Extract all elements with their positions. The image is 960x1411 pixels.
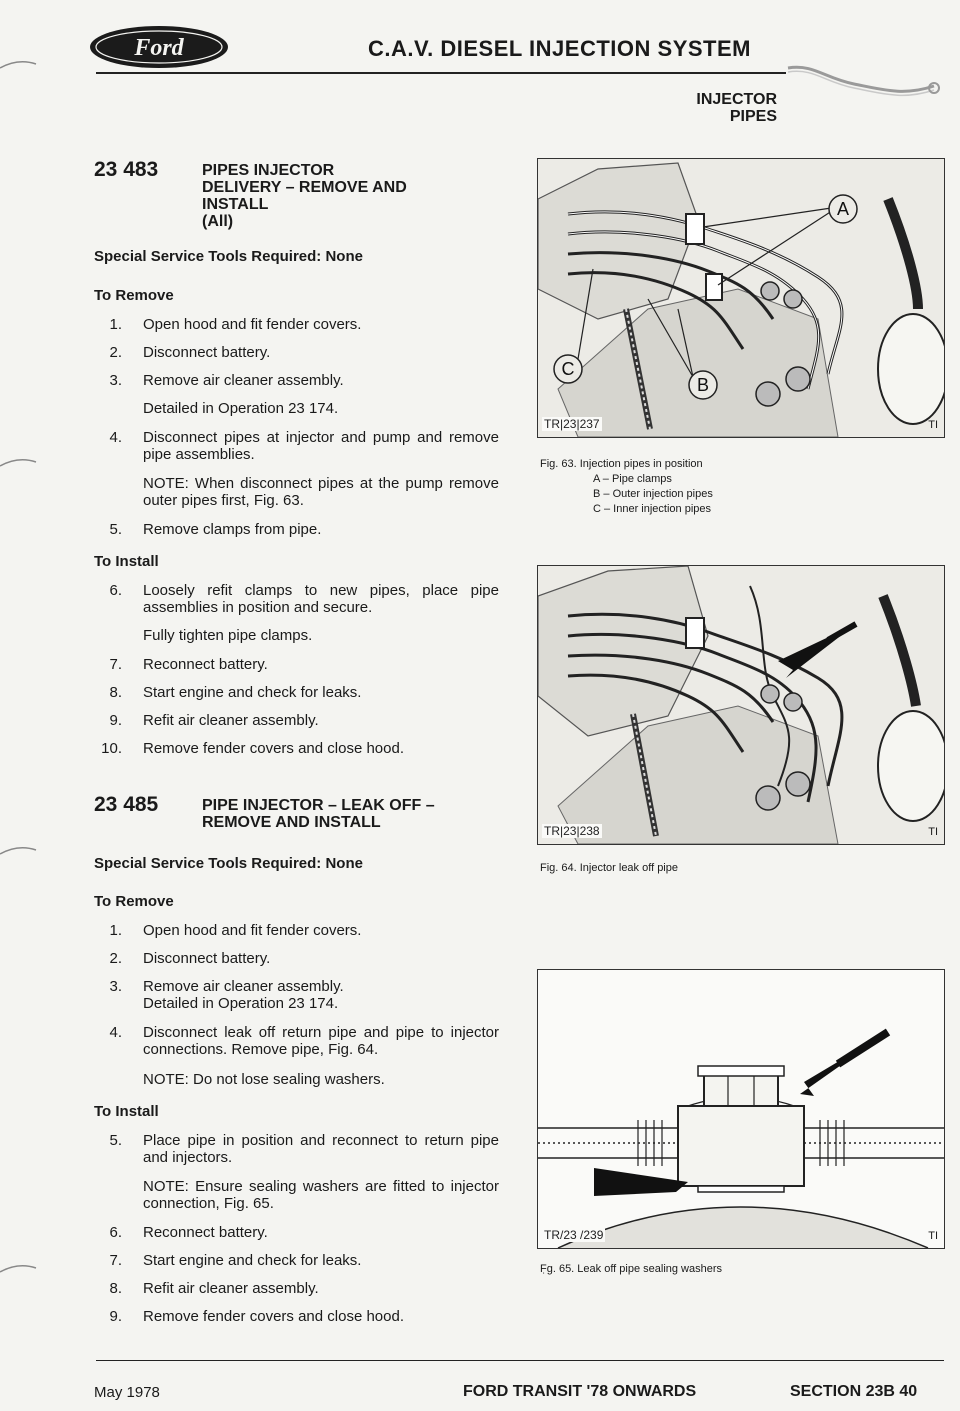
figure-reference-code: TR|23|237 (544, 417, 600, 431)
step-text: Open hood and fit fender covers. (143, 316, 362, 333)
caption-title: Fig. 64. Injector leak off pipe (540, 862, 678, 874)
callout-c-label: C (561, 359, 575, 379)
step-number: 6. (109, 582, 122, 599)
step-number: 5. (109, 521, 122, 538)
step-text: Start engine and check for leaks. (143, 1252, 362, 1269)
section-label-line-1: INJECTOR (696, 91, 777, 108)
step-text: Place pipe in position and reconnect to return pipe and injectors. (143, 1132, 499, 1166)
operation-title-line: PIPES INJECTOR (202, 162, 335, 179)
footer-date: May 1978 (94, 1384, 160, 1401)
step-text: Loosely refit clamps to new pipes, place pipe assemblies in position and secure. (143, 582, 499, 616)
step-note: Detailed in Operation 23 174. (143, 400, 339, 417)
operation-heading (94, 158, 514, 238)
operation-title (202, 797, 435, 831)
operation-number: 23 485 (94, 793, 159, 816)
step-text: Refit air cleaner assembly. (143, 1280, 319, 1297)
step-number: 1. (109, 316, 122, 333)
step-text: Remove fender covers and close hood. (143, 1308, 404, 1325)
figure-63-injection-pipes (537, 158, 945, 438)
step-number: 2. (109, 344, 122, 361)
figure-64-caption (540, 861, 678, 876)
figure-65-drawing (538, 970, 944, 1248)
step-text: Reconnect battery. (143, 656, 268, 673)
step-number: 1. (109, 922, 122, 939)
scan-edge-mark (0, 1262, 38, 1276)
footer-section-number: SECTION 23B 40 (790, 1383, 918, 1400)
footer-divider (96, 1360, 944, 1361)
lower-sealing-washer (698, 1186, 784, 1192)
step-text: Refit air cleaner assembly. (143, 712, 319, 729)
section-label (696, 91, 777, 125)
step-text: Start engine and check for leaks. (143, 684, 362, 701)
step-number: 8. (109, 1280, 122, 1297)
scan-edge-mark (0, 58, 38, 72)
figure-mark: TI (928, 826, 938, 838)
install-heading: To Install (94, 553, 159, 570)
scan-edge-mark (0, 456, 38, 470)
ford-logo (88, 24, 230, 70)
figure-mark: TI (928, 419, 938, 431)
step-text: Disconnect battery. (143, 344, 271, 361)
step-number: 8. (109, 684, 122, 701)
step-number: 5. (109, 1132, 122, 1149)
pipe-sketch-decoration (784, 56, 944, 106)
figure-reference-code: TR|23|238 (544, 824, 600, 838)
step-number: 4. (109, 1024, 122, 1041)
remove-heading: To Remove (94, 287, 174, 304)
figure-reference-code: TR/23 /239 (544, 1228, 604, 1242)
operation-title-line: INSTALL (202, 196, 269, 213)
operation-number: 23 483 (94, 158, 159, 181)
step-text: Reconnect battery. (143, 1224, 268, 1241)
banjo-body (678, 1106, 804, 1186)
step-number: 7. (109, 1252, 122, 1269)
operation-title (202, 162, 407, 230)
upper-sealing-washer (698, 1066, 784, 1076)
step-text: Remove clamps from pipe. (143, 521, 322, 538)
step-text: Disconnect battery. (143, 950, 271, 967)
step-number: 2. (109, 950, 122, 967)
step-number: 7. (109, 656, 122, 673)
operation-title-line: REMOVE AND INSTALL (202, 814, 381, 831)
special-tools-line: Special Service Tools Required: None (94, 855, 363, 872)
step-text: Remove fender covers and close hood. (143, 740, 404, 757)
operation-title-line: DELIVERY – REMOVE AND (202, 179, 407, 196)
caption-key-c: C – Inner injection pipes (593, 503, 712, 515)
step-text: Disconnect pipes at injector and pump and remove pipe assemblies. (143, 429, 499, 463)
caption-title: F̣g. 65. Leak off pipe sealing washers (540, 1263, 723, 1275)
callout-b-label: B (696, 375, 710, 395)
figure-64-drawing (538, 566, 944, 844)
figure-63-caption (540, 457, 713, 517)
install-heading: To Install (94, 1103, 159, 1120)
step-text: Open hood and fit fender covers. (143, 922, 362, 939)
footer-model: FORD TRANSIT '78 ONWARDS (463, 1383, 697, 1400)
operation-title-line: (All) (202, 213, 234, 230)
step-note: NOTE: Do not lose sealing washers. (143, 1071, 385, 1088)
section-label-line-2: PIPES (729, 108, 777, 125)
figure-64-leak-off-pipe (537, 565, 945, 845)
step-number: 3. (109, 372, 122, 389)
step-number: 9. (109, 712, 122, 729)
step-number: 4. (109, 429, 122, 446)
callout-a-label: A (836, 199, 850, 219)
step-text: Disconnect leak off return pipe and pipe to injector connections. Remove pipe, Fig. 64. (143, 1024, 499, 1058)
step-number: 3. (109, 978, 122, 995)
scan-edge-mark (0, 844, 38, 858)
figure-65-sealing-washers (537, 969, 945, 1249)
banjo-bolt-hex (704, 1074, 778, 1106)
step-number: 6. (109, 1224, 122, 1241)
header-divider (96, 72, 786, 74)
step-number: 10. (101, 740, 122, 757)
caption-key-b: B – Outer injection pipes (593, 488, 713, 500)
step-note: NOTE: Ensure sealing washers are fitted to injector connection, Fig. 65. (143, 1178, 499, 1212)
figure-mark: TI (928, 1230, 938, 1242)
step-text: Remove air cleaner assembly. Detailed in Operation 23 174. (143, 978, 344, 1012)
step-note: Fully tighten pipe clamps. (143, 627, 313, 644)
special-tools-line: Special Service Tools Required: None (94, 248, 363, 265)
caption-key-a: A – Pipe clamps (593, 473, 672, 485)
caption-title: Fig. 63. Injection pipes in position (540, 458, 703, 470)
remove-heading: To Remove (94, 893, 174, 910)
operation-title-line: PIPE INJECTOR – LEAK OFF – (202, 797, 435, 814)
document-title: C.A.V. DIESEL INJECTION SYSTEM (368, 36, 751, 61)
operation-heading (94, 793, 514, 837)
step-number: 9. (109, 1308, 122, 1325)
figure-65-caption (540, 1262, 722, 1277)
step-note: NOTE: When disconnect pipes at the pump remove outer pipes first, Fig. 63. (143, 475, 499, 509)
ford-logo-text: Ford (134, 35, 184, 61)
figure-63-drawing (538, 159, 944, 437)
step-text: Remove air cleaner assembly. (143, 372, 344, 389)
